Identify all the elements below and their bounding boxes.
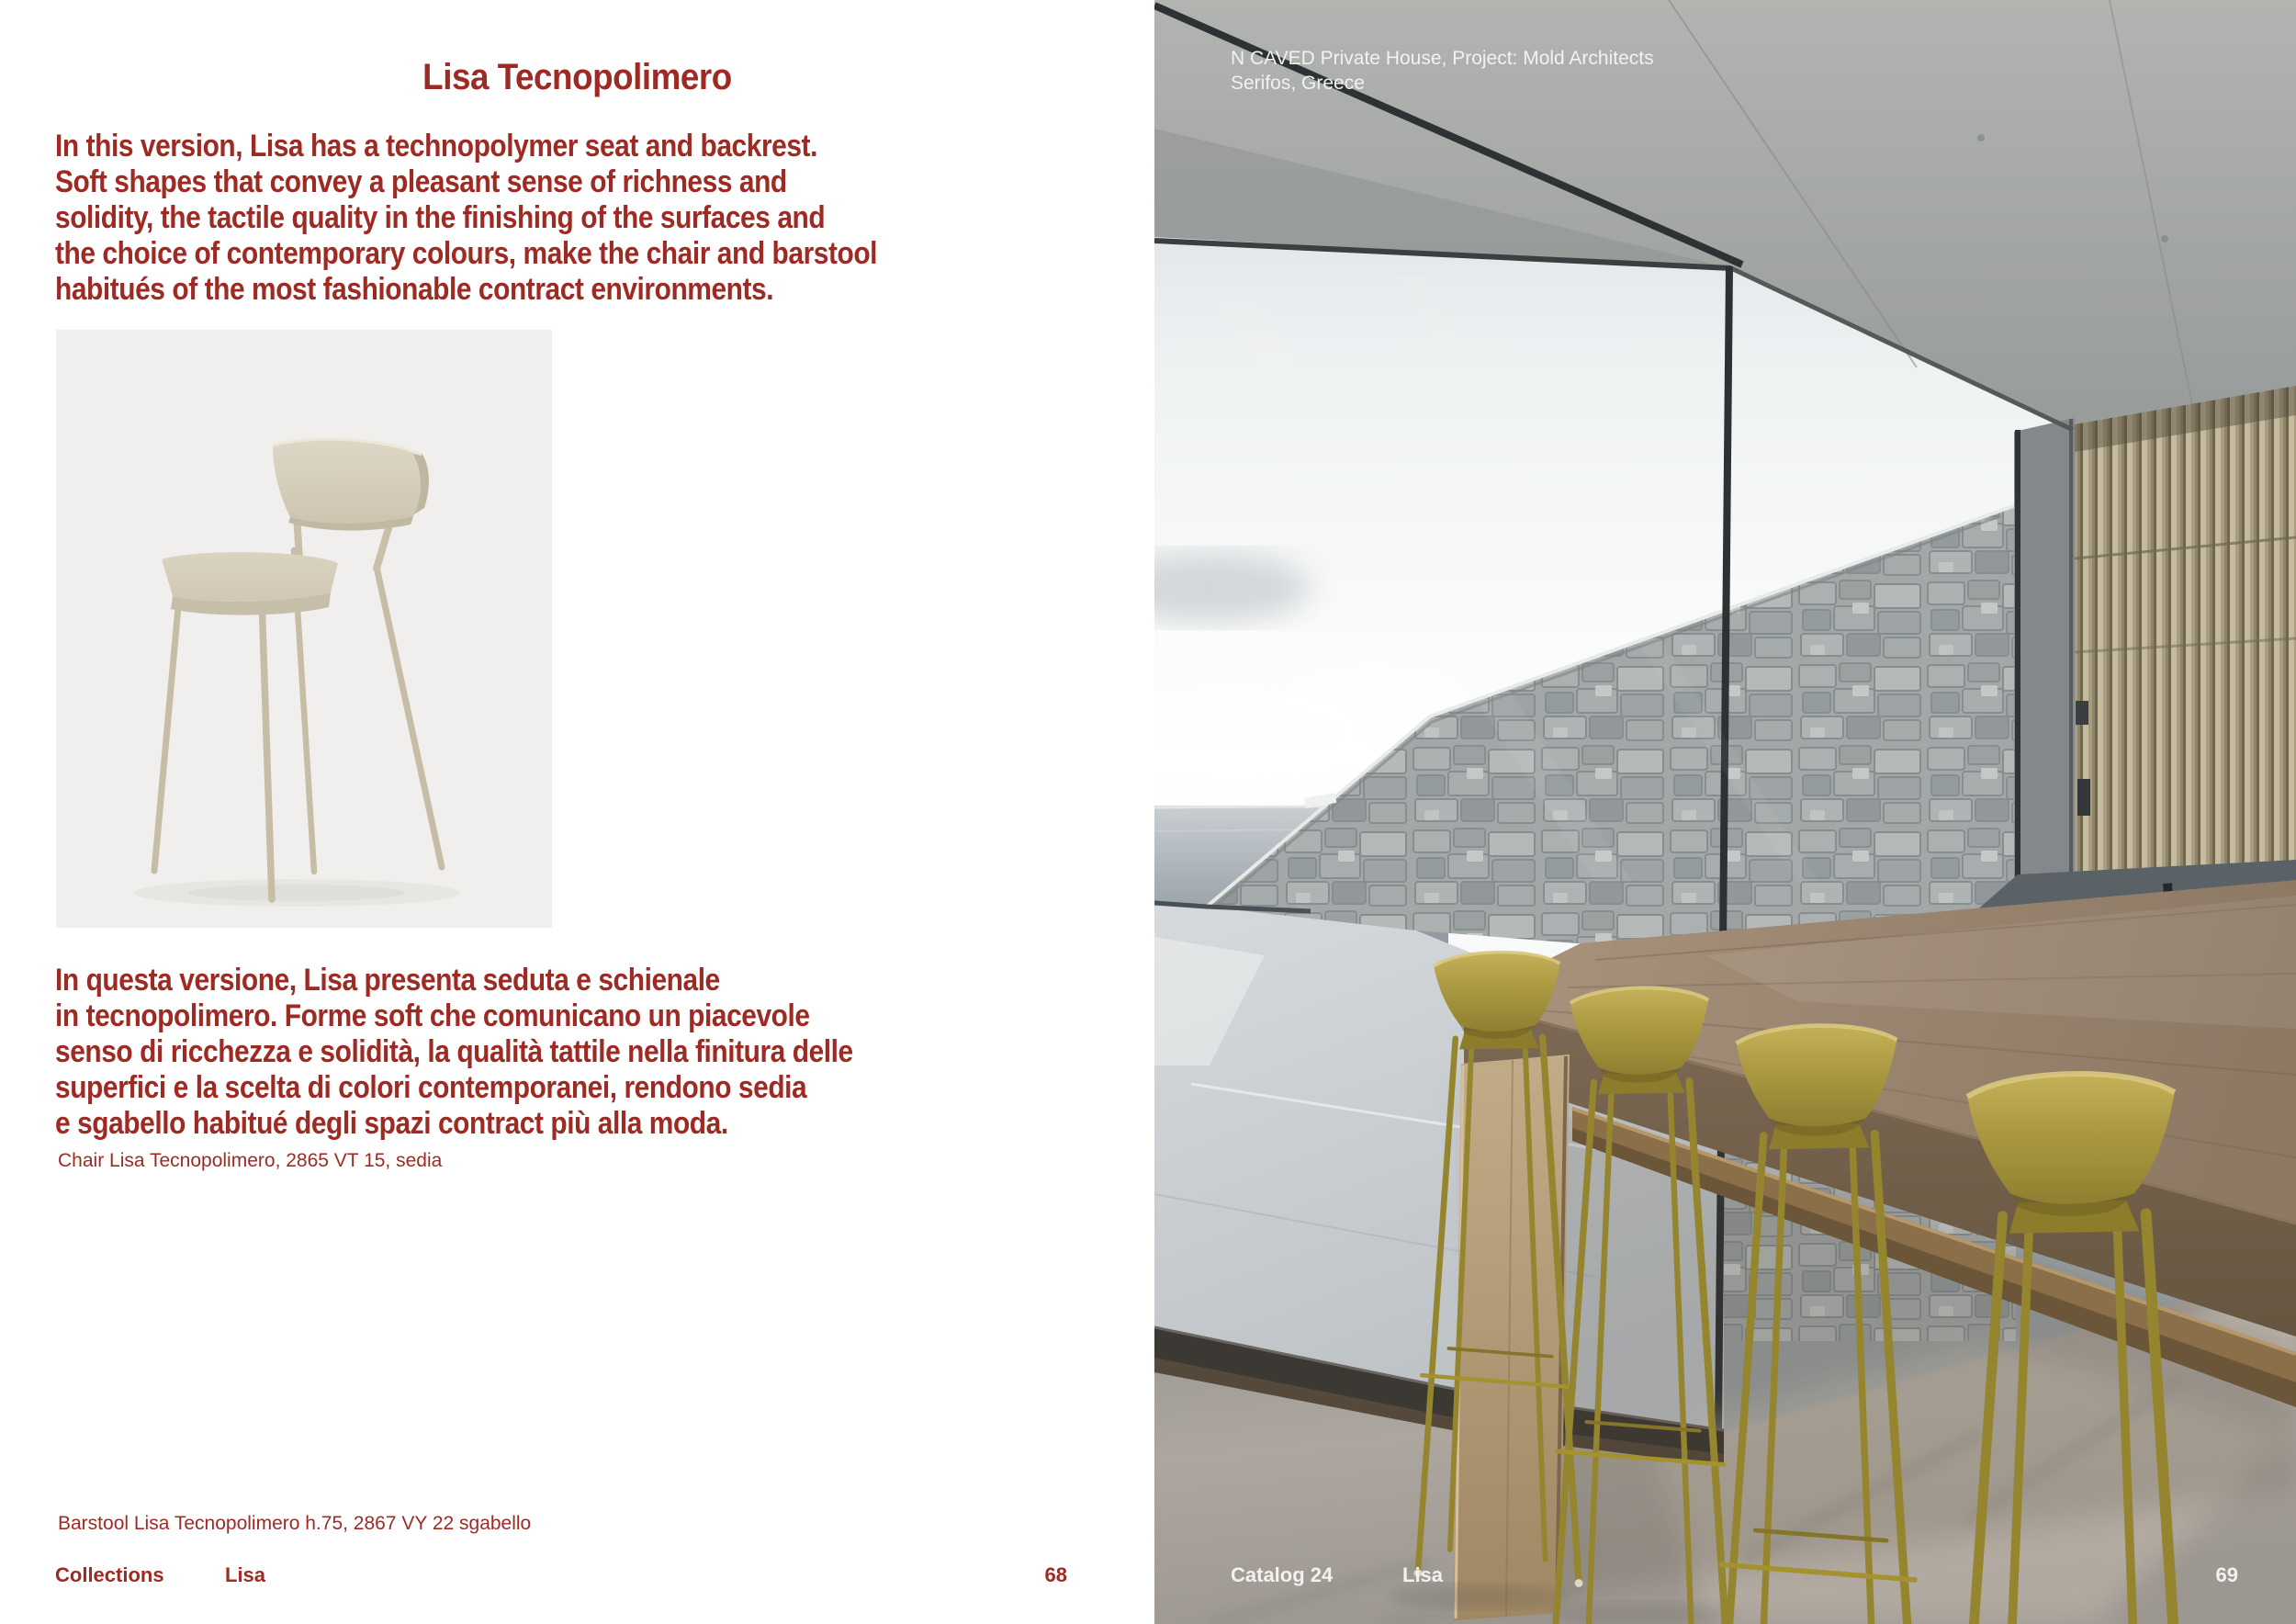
intro-it-line: superfici e la scelta di colori contemporanei, rendono sedia <box>55 1070 807 1105</box>
intro-en-line: In this version, Lisa has a technopolymer seat and backrest. <box>55 129 817 164</box>
intro-en-line: habitués of the most fashionable contract environments. <box>55 272 774 307</box>
intro-en-line: Soft shapes that convey a pleasant sense of richness and <box>55 164 787 199</box>
page-number-right: 69 <box>2215 1563 2238 1586</box>
page-number-left: 68 <box>1044 1563 1067 1586</box>
photo-caption-line: N CAVED Private House, Project: Mold Architects <box>1231 48 1654 69</box>
photo-caption-line: Serifos, Greece <box>1231 73 1365 94</box>
switch-plate <box>2077 779 2090 816</box>
photo-caption <box>1231 46 1654 96</box>
footer-section-label: Collections <box>55 1563 164 1586</box>
product-backdrop <box>56 330 552 928</box>
page-title: Lisa Tecnopolimero <box>422 57 732 97</box>
footer-catalog-label: Catalog 24 <box>1231 1563 1334 1586</box>
product-image-chair <box>56 330 552 928</box>
intro-en-line: the choice of contemporary colours, make the chair and barstool <box>55 236 878 271</box>
right-page-photo <box>1154 0 2296 1624</box>
chair-illustration <box>56 330 552 928</box>
intro-paragraph-italian <box>55 963 1017 1142</box>
footer-collection-label: Lisa <box>1402 1563 1444 1586</box>
footer-collection-label: Lisa <box>225 1563 266 1586</box>
chair-seat <box>162 552 338 602</box>
intro-it-line: in tecnopolimero. Forme soft che comunicano un piacevole <box>55 998 810 1033</box>
switch-plate <box>2076 701 2088 725</box>
intro-it-line: In questa versione, Lisa presenta seduta e schienale <box>55 963 720 998</box>
intro-en-line: solidity, the tactile quality in the finishing of the surfaces and <box>55 200 826 235</box>
interior-photo <box>1154 0 2296 1624</box>
intro-it-line: e sgabello habitué degli spazi contract più alla moda. <box>55 1106 728 1141</box>
intro-it-line: senso di ricchezza e solidità, la qualità tattile nella finitura delle <box>55 1034 853 1069</box>
barstool-product-caption: Barstool Lisa Tecnopolimero h.75, 2867 VY 22 sgabello <box>58 1513 532 1534</box>
chair-product-caption: Chair Lisa Tecnopolimero, 2865 VT 15, sedia <box>58 1150 443 1171</box>
intro-paragraph-english <box>55 129 1017 308</box>
chair-backrest <box>273 439 424 523</box>
